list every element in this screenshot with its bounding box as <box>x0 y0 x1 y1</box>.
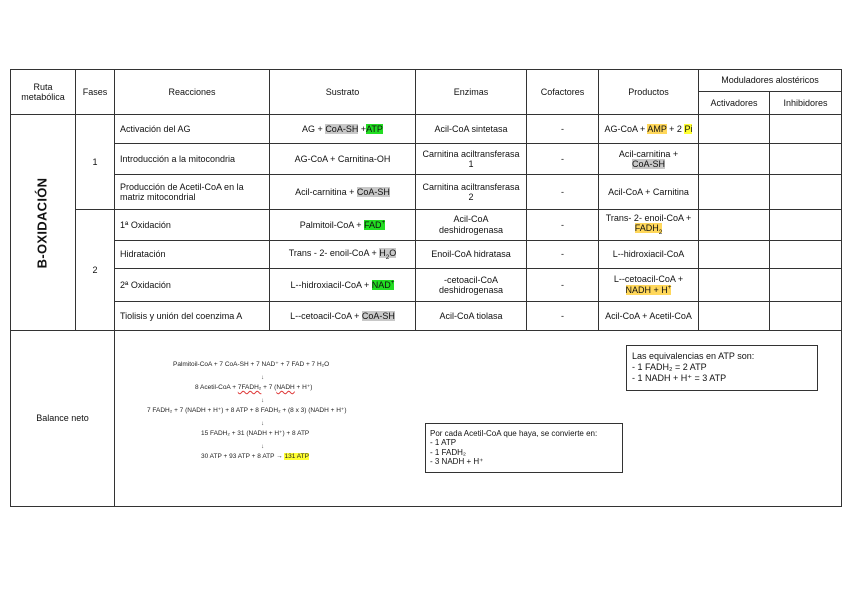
product-1-oxidacion: Trans- 2- enoil-CoA + $FADH_2$ <box>599 209 699 240</box>
header-moduladores: Moduladores alostéricos <box>699 70 842 92</box>
cofactor-produccion: - <box>527 175 599 209</box>
reaction-2-oxidacion: 2ª Oxidación <box>115 268 270 301</box>
substrate-1-oxidacion: Palmitoil-CoA + FAD+ <box>270 209 416 240</box>
balance-label: Balance neto <box>11 331 115 507</box>
enzyme-tiolisis: Acil-CoA tiolasa <box>416 302 527 331</box>
header-fases: Fases <box>76 70 115 115</box>
equation-5: 30 ATP + 93 ATP + 8 ATP → 131 ATP <box>201 453 309 461</box>
cofactor-1-oxidacion: - <box>527 209 599 240</box>
cofactor-introduccion: - <box>527 144 599 175</box>
arrow-3: ↓ <box>261 421 264 428</box>
box1-line-1: - 1 FADH₂ = 2 ATP <box>632 361 707 372</box>
balance-area <box>115 331 842 507</box>
reaction-produccion: Producción de Acetil-CoA en la matriz mitocondrial <box>115 175 270 209</box>
acetyl-coa-conversion-box <box>425 423 623 473</box>
reaction-introduccion: Introducción a la mitocondria <box>115 144 270 175</box>
route-name-cell <box>11 115 76 331</box>
substrate-hidratacion: Trans - 2- enoil-CoA + $H_2O$ <box>270 240 416 268</box>
substrate-activacion: AG + CoA-SH +ATP <box>270 115 416 144</box>
atp-equivalences-box <box>626 345 818 391</box>
product-2-oxidacion: L--cetoacil-CoA + NADH + H+ <box>599 268 699 301</box>
enzyme-introduccion: Carnitina aciltransferasa 1 <box>416 144 527 175</box>
product-produccion: Acil-CoA + Carnitina <box>599 175 699 209</box>
box2-line-3: - 3 NADH + H⁺ <box>430 456 484 466</box>
box1-line-2: - 1 NADH + H⁺ = 3 ATP <box>632 372 727 383</box>
box1-title: Las equivalencias en ATP son: <box>632 351 755 362</box>
product-activacion: AG-CoA + AMP + 2 Pi <box>599 115 699 144</box>
arrow-4: ↓ <box>261 444 264 451</box>
box2-title: Por cada Acetil-CoA que haya, se convierte en: <box>430 429 598 439</box>
enzyme-hidratacion: Enoil-CoA hidratasa <box>416 240 527 268</box>
header-inhibidores: Inhibidores <box>770 92 842 115</box>
substrate-tiolisis: L--cetoacil-CoA + CoA-SH <box>270 302 416 331</box>
substrate-introduccion: AG-CoA + Carnitina-OH <box>270 144 416 175</box>
reaction-tiolisis: Tiolisis y unión del coenzima A <box>115 302 270 331</box>
reaction-1-oxidacion: 1ª Oxidación <box>115 209 270 240</box>
route-name: B-OXIDACIÓN <box>34 177 50 269</box>
reaction-activacion: Activación del AG <box>115 115 270 144</box>
substrate-2-oxidacion: L--hidroxiacil-CoA + NAD+ <box>270 268 416 301</box>
cofactor-tiolisis: - <box>527 302 599 331</box>
cofactor-2-oxidacion: - <box>527 268 599 301</box>
arrow-2: ↓ <box>261 398 264 405</box>
inhibitors-cell <box>770 115 842 144</box>
header-activadores: Activadores <box>699 92 770 115</box>
equation-4: 15 FADH₂ + 31 (NADH + H⁺) + 8 ATP <box>201 430 310 438</box>
header-sustrato: Sustrato <box>270 70 416 115</box>
header-productos: Productos <box>599 70 699 115</box>
b-oxidation-table <box>10 69 842 507</box>
phase-2: 2 <box>76 209 115 331</box>
activators-cell <box>699 115 770 144</box>
header-ruta: Ruta metabólica <box>11 70 76 115</box>
cofactor-hidratacion: - <box>527 240 599 268</box>
product-introduccion: Acil-carnitina + CoA-SH <box>599 144 699 175</box>
equation-1: Palmitoil-CoA + 7 CoA-SH + 7 NAD⁺ + 7 FAD + 7 H₂O <box>173 361 330 369</box>
cofactor-activacion: - <box>527 115 599 144</box>
equation-3: 7 FADH₂ + 7 (NADH + H⁺) + 8 ATP + 8 FADH₂ + (8 x 3) (NADH + H⁺) <box>147 407 347 415</box>
arrow-1: ↓ <box>261 375 264 382</box>
reaction-hidratacion: Hidratación <box>115 240 270 268</box>
product-hidratacion: L--hidroxiacil-CoA <box>599 240 699 268</box>
equation-2: 8 Acetil-CoA + 7FADH₂ + 7 (NADH + H⁺) <box>195 384 313 392</box>
box2-line-2: - 1 FADH₂ <box>430 447 466 457</box>
substrate-produccion: Acil-carnitina + CoA-SH <box>270 175 416 209</box>
header-cofactores: Cofactores <box>527 70 599 115</box>
product-tiolisis: Acil-CoA + Acetil-CoA <box>599 302 699 331</box>
enzyme-2-oxidacion: -cetoacil-CoA deshidrogenasa <box>416 268 527 301</box>
enzyme-1-oxidacion: Acil-CoA deshidrogenasa <box>416 209 527 240</box>
box2-line-1: - 1 ATP <box>430 438 457 448</box>
phase-1: 1 <box>76 115 115 209</box>
enzyme-activacion: Acil-CoA sintetasa <box>416 115 527 144</box>
enzyme-produccion: Carnitina aciltransferasa 2 <box>416 175 527 209</box>
header-enzimas: Enzimas <box>416 70 527 115</box>
header-reacciones: Reacciones <box>115 70 270 115</box>
